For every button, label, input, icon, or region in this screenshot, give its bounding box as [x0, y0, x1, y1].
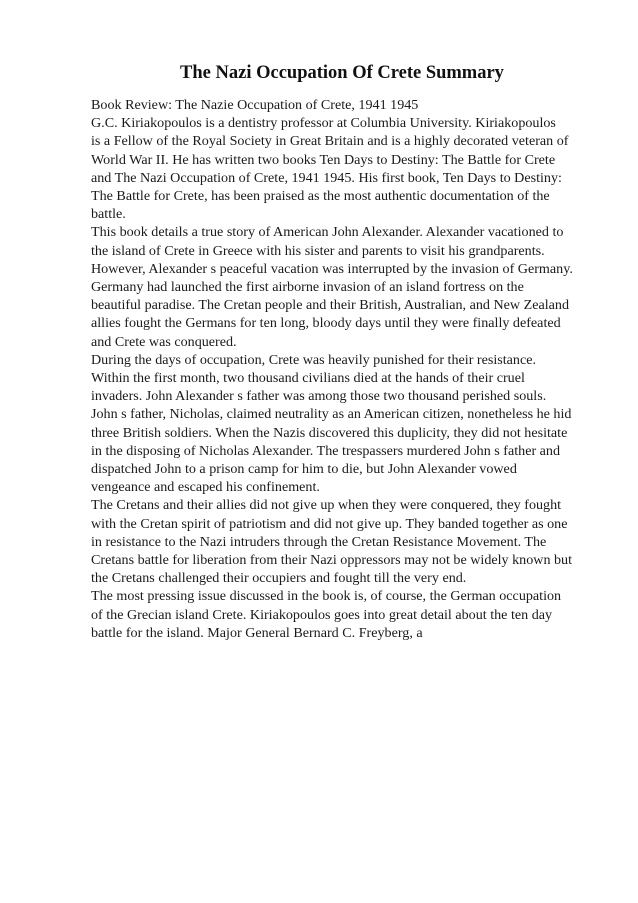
body-line: The Cretans and their allies did not give up when they were conquered, they fought: [91, 497, 562, 514]
body-line: The Battle for Crete, has been praised as the most authentic documentation of the: [91, 188, 550, 205]
document-title: The Nazi Occupation Of Crete Summary: [180, 63, 504, 83]
body-line: Cretans battle for liberation from their Nazi oppressors may not be widely known but: [91, 552, 573, 569]
body-line: vengeance and escaped his confinement.: [91, 479, 320, 496]
body-line: three British soldiers. When the Nazis discovered this duplicity, they did not hesitate: [91, 424, 568, 441]
body-line: World War II. He has written two books Ten Days to Destiny: The Battle for Crete: [91, 151, 556, 168]
body-line: However, Alexander s peaceful vacation was interrupted by the invasion of Germany.: [91, 260, 573, 277]
body-line: in the disposing of Nicholas Alexander. The trespassers murdered John s father and: [91, 442, 561, 459]
body-line: the island of Crete in Greece with his sister and parents to visit his grandparents.: [91, 242, 545, 259]
body-line: This book details a true story of American John Alexander. Alexander vacationed to: [91, 224, 564, 241]
body-line: in resistance to the Nazi intruders through the Cretan Resistance Movement. The: [91, 533, 547, 550]
body-line: The most pressing issue discussed in the book is, of course, the German occupation: [91, 588, 562, 605]
body-line: battle for the island. Major General Bernard C. Freyberg, a: [91, 624, 423, 641]
body-line: Within the first month, two thousand civilians died at the hands of their cruel: [91, 370, 525, 387]
body-line: beautiful paradise. The Cretan people and their British, Australian, and New Zealand: [91, 297, 569, 314]
document-body: [91, 96, 611, 642]
body-line: the Cretans challenged their occupiers and fought till the very end.: [91, 570, 467, 587]
body-line: allies fought the Germans for ten long, bloody days until they were finally defeated: [91, 315, 561, 332]
body-line: with the Cretan spirit of patriotism and did not give up. They banded together as one: [91, 515, 568, 532]
body-line: John s father, Nicholas, claimed neutrality as an American citizen, nonetheless he hid: [91, 406, 572, 423]
body-line: and The Nazi Occupation of Crete, 1941 1945. His first book, Ten Days to Destiny:: [91, 169, 562, 186]
body-line: battle.: [91, 206, 126, 223]
body-line: of the Grecian island Crete. Kiriakopoulos goes into great detail about the ten day: [91, 606, 553, 623]
body-line: invaders. John Alexander s father was among those two thousand perished souls.: [91, 388, 547, 405]
body-line: dispatched John to a prison camp for him to die, but John Alexander vowed: [91, 461, 517, 478]
body-line: Book Review: The Nazie Occupation of Crete, 1941 1945: [91, 97, 419, 113]
body-line: Germany had launched the first airborne invasion of an island fortress on the: [91, 279, 524, 296]
body-line: G.C. Kiriakopoulos is a dentistry professor at Columbia University. Kiriakopoulos: [91, 115, 556, 132]
body-line: is a Fellow of the Royal Society in Great Britain and is a highly decorated veteran of: [91, 133, 569, 150]
body-line: and Crete was conquered.: [91, 333, 237, 350]
body-line: During the days of occupation, Crete was heavily punished for their resistance.: [91, 351, 536, 368]
